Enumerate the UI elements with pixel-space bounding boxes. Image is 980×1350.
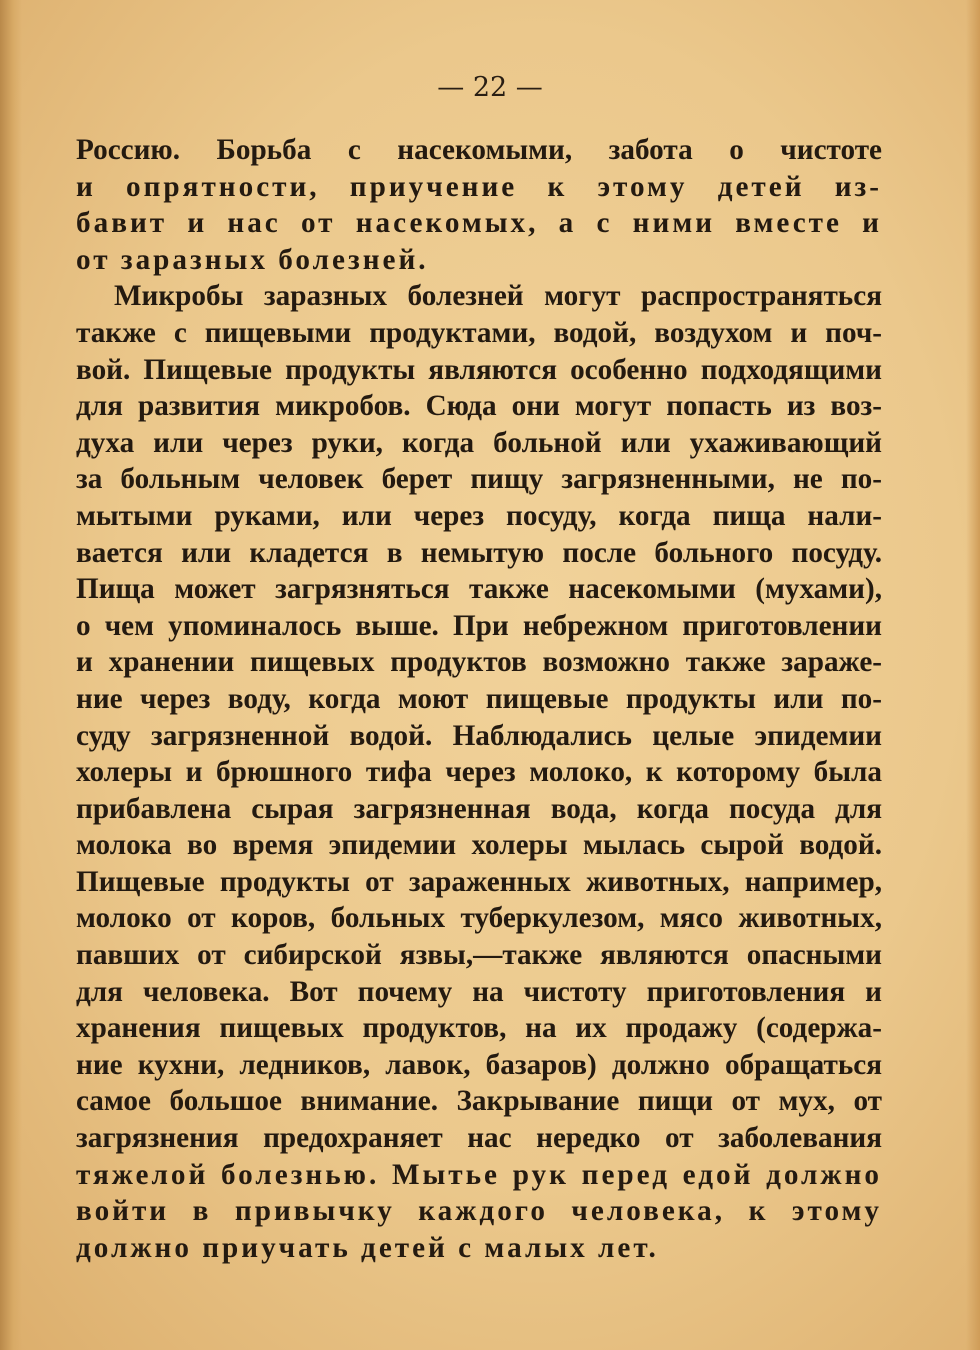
- text-line: бавит и нас от насекомых, а с ними вместе и: [76, 207, 882, 240]
- text-line: Микробы заразных болезней могут распространяться: [114, 280, 882, 313]
- text-line: Пищевые продукты от зараженных животных, например,: [76, 865, 882, 898]
- text-line: ние кухни, ледников, лавок, базаров) должно обращаться: [76, 1048, 882, 1081]
- text-line: ние через воду, когда моют пищевые продукты или по-: [76, 682, 882, 715]
- text-line: прибавлена сырая загрязненная вода, когда посуда для: [76, 792, 882, 825]
- page-left-edge: [0, 0, 22, 1350]
- text-line: молоко от коров, больных туберкулезом, мясо животных,: [76, 902, 882, 935]
- text-line: вается или кладется в немытую после больного посуду.: [76, 536, 882, 569]
- text-line: Россию. Борьба с насекомыми, забота о чистоте: [76, 134, 882, 166]
- page-right-edge: [966, 0, 980, 1350]
- text-line: тяжелой болезнью. Мытье рук перед едой должно: [76, 1158, 882, 1191]
- text-line: и опрятности, приучение к этому детей из-: [76, 170, 882, 203]
- text-line: загрязнения предохраняет нас нередко от заболевания: [76, 1122, 882, 1155]
- text-line: вой. Пищевые продукты являются особенно подходящими: [76, 353, 882, 386]
- text-line: молока во время эпидемии холеры мылась сырой водой.: [76, 829, 882, 862]
- text-line: от заразных болезней.: [76, 243, 429, 276]
- text-line: за больным человек берет пищу загрязненными, не по-: [76, 463, 882, 496]
- text-line: также с пищевыми продуктами, водой, воздухом и поч-: [76, 316, 882, 349]
- page-number: — 22 —: [437, 72, 543, 103]
- text-line: суду загрязненной водой. Наблюдались целые эпидемии: [76, 719, 882, 752]
- text-line: Пища может загрязняться также насекомыми (мухами),: [76, 573, 882, 606]
- text-line: о чем упоминалось выше. При небрежном приготовлении: [76, 609, 882, 642]
- body-text: [76, 132, 882, 1266]
- text-line: войти в привычку каждого человека, к этому: [76, 1195, 882, 1228]
- text-line: духа или через руки, когда больной или ухаживающий: [76, 426, 882, 459]
- text-line: холеры и брюшного тифа через молоко, к которому была: [76, 756, 882, 789]
- text-line: самое большое внимание. Закрывание пищи от мух, от: [76, 1085, 882, 1118]
- text-line: для человека. Вот почему на чистоту приготовления и: [76, 975, 882, 1008]
- text-line: и хранении пищевых продуктов возможно также зараже-: [76, 646, 882, 679]
- text-line: для развития микробов. Сюда они могут попасть из воз-: [76, 390, 882, 423]
- text-line: мытыми руками, или через посуду, когда пища нали-: [76, 499, 882, 532]
- text-line: павших от сибирской язвы,—также являются опасными: [76, 939, 882, 972]
- text-line: должно приучать детей с малых лет.: [76, 1231, 659, 1264]
- text-line: хранения пищевых продуктов, на их продажу (содержа-: [76, 1012, 882, 1045]
